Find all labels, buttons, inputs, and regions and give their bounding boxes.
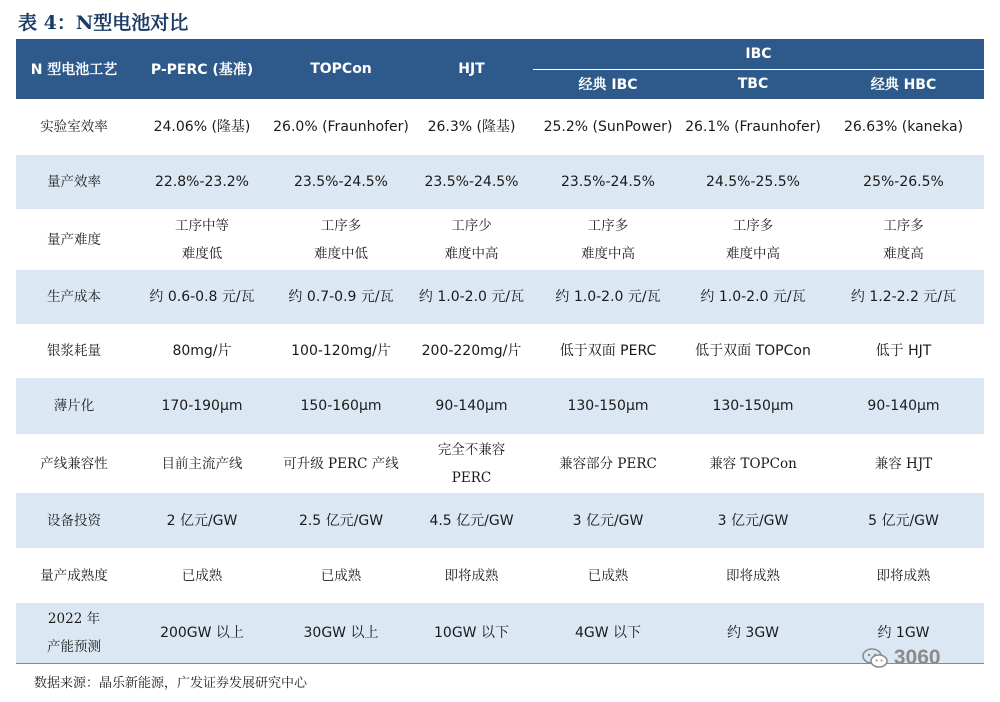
header-ibc-group: IBC — [533, 39, 984, 69]
cell-line: 产能预测 — [47, 638, 101, 655]
table-cell: 26.1% (Fraunhofer) — [683, 99, 823, 155]
cell-line: 工序多 — [883, 217, 924, 234]
wechat-icon — [862, 648, 888, 668]
table-cell: 低于双面 TOPCon — [683, 324, 823, 378]
table-cell: 25%-26.5% — [823, 155, 984, 209]
table-cell — [410, 209, 533, 270]
table-cell: 兼容部分 PERC — [533, 434, 683, 493]
cell-line: 工序多 — [320, 217, 362, 234]
table-cell: 2 亿元/GW — [132, 493, 272, 548]
table-row — [16, 324, 984, 378]
header-tbc: TBC — [683, 69, 823, 99]
table-cell: 90-140μm — [823, 378, 984, 434]
watermark — [862, 646, 941, 670]
cell-line: 难度中高 — [444, 245, 499, 262]
table-cell: 2.5 亿元/GW — [272, 493, 410, 548]
header-hjt: HJT — [410, 39, 533, 99]
table-row — [16, 155, 984, 209]
table-cell: 26.3% (隆基) — [410, 99, 533, 155]
table-row — [16, 493, 984, 548]
cell-line: 完全不兼容 — [437, 441, 506, 458]
source-note: 数据来源：晶乐新能源，广发证券发展研究中心 — [34, 676, 308, 691]
table-cell: 150-160μm — [272, 378, 410, 434]
table-cell: 26.63% (kaneka) — [823, 99, 984, 155]
cell-line: PERC — [451, 469, 492, 486]
cell-line: 难度低 — [181, 245, 223, 262]
table-cell: 170-190μm — [132, 378, 272, 434]
table-cell — [410, 434, 533, 493]
table-cell: 已成熟 — [132, 548, 272, 603]
table-cell: 约 1.0-2.0 元/瓦 — [683, 270, 823, 324]
table-row — [16, 434, 984, 493]
table-cell: 100-120mg/片 — [272, 324, 410, 378]
table-cell: 200GW 以上 — [132, 603, 272, 663]
cell-line: 工序多 — [587, 217, 629, 234]
header-classic-hbc: 经典 HBC — [823, 69, 984, 99]
table-cell: 24.5%-25.5% — [683, 155, 823, 209]
table-cell — [823, 209, 984, 270]
row-label: 量产效率 — [16, 155, 132, 209]
table-cell: 10GW 以下 — [410, 603, 533, 663]
table-cell: 25.2% (SunPower) — [533, 99, 683, 155]
table-cell: 约 1.2-2.2 元/瓦 — [823, 270, 984, 324]
table-cell: 5 亿元/GW — [823, 493, 984, 548]
cell-line: 工序少 — [451, 217, 492, 234]
table-cell: 已成熟 — [272, 548, 410, 603]
table-cell — [132, 209, 272, 270]
table-cell: 26.0% (Fraunhofer) — [272, 99, 410, 155]
table-cell — [533, 209, 683, 270]
table-row — [16, 99, 984, 155]
table-cell: 约 1GW — [823, 603, 984, 663]
table-cell: 约 0.7-0.9 元/瓦 — [272, 270, 410, 324]
cell-line: 难度中高 — [581, 245, 635, 262]
cell-line: 难度中高 — [726, 245, 780, 262]
table-cell: 即将成熟 — [823, 548, 984, 603]
row-label: 产线兼容性 — [16, 434, 132, 493]
row-label: 设备投资 — [16, 493, 132, 548]
cell-line: 难度高 — [883, 245, 924, 262]
table-cell: 兼容 HJT — [823, 434, 984, 493]
table-cell: 80mg/片 — [132, 324, 272, 378]
table-cell: 24.06% (隆基) — [132, 99, 272, 155]
table-cell: 即将成熟 — [683, 548, 823, 603]
table-cell: 4.5 亿元/GW — [410, 493, 533, 548]
table-cell: 3 亿元/GW — [533, 493, 683, 548]
table-row — [16, 209, 984, 270]
row-label: 生产成本 — [16, 270, 132, 324]
row-label: 薄片化 — [16, 378, 132, 434]
table-cell: 200-220mg/片 — [410, 324, 533, 378]
table-cell: 约 1.0-2.0 元/瓦 — [410, 270, 533, 324]
table-cell: 4GW 以下 — [533, 603, 683, 663]
row-label — [16, 603, 132, 663]
cell-line: 2022 年 — [47, 610, 101, 627]
table-cell: 130-150μm — [533, 378, 683, 434]
cell-line: 难度中低 — [314, 245, 368, 262]
table-cell: 23.5%-24.5% — [272, 155, 410, 209]
table-cell: 可升级 PERC 产线 — [272, 434, 410, 493]
header-perc: P-PERC (基准) — [132, 39, 272, 99]
table-cell: 低于双面 PERC — [533, 324, 683, 378]
row-label: 银浆耗量 — [16, 324, 132, 378]
table-cell: 23.5%-24.5% — [533, 155, 683, 209]
table-cell: 约 0.6-0.8 元/瓦 — [132, 270, 272, 324]
cell-line: 工序中等 — [175, 217, 229, 234]
table-row — [16, 270, 984, 324]
row-label: 量产难度 — [16, 209, 132, 270]
watermark-text: 3060 — [893, 646, 941, 669]
table-cell: 23.5%-24.5% — [410, 155, 533, 209]
table-cell: 兼容 TOPCon — [683, 434, 823, 493]
table-row — [16, 548, 984, 603]
header-classic-ibc: 经典 IBC — [533, 69, 683, 99]
table-cell: 90-140μm — [410, 378, 533, 434]
cell-line: 工序多 — [732, 217, 774, 234]
header-process: N 型电池工艺 — [16, 39, 132, 99]
row-label: 量产成熟度 — [16, 548, 132, 603]
table-cell: 3 亿元/GW — [683, 493, 823, 548]
table-row — [16, 378, 984, 434]
table-cell: 目前主流产线 — [132, 434, 272, 493]
table-cell: 已成熟 — [533, 548, 683, 603]
row-label: 实验室效率 — [16, 99, 132, 155]
table-cell: 约 3GW — [683, 603, 823, 663]
table-body — [16, 99, 984, 663]
table-cell — [272, 209, 410, 270]
table-cell: 低于 HJT — [823, 324, 984, 378]
comparison-table — [16, 39, 984, 664]
table-cell: 即将成熟 — [410, 548, 533, 603]
table-title: 表 4：N型电池对比 — [18, 12, 189, 34]
table-row — [16, 603, 984, 663]
table-cell: 130-150μm — [683, 378, 823, 434]
header-topcon: TOPCon — [272, 39, 410, 99]
table-cell: 22.8%-23.2% — [132, 155, 272, 209]
table-cell: 30GW 以上 — [272, 603, 410, 663]
table-cell: 约 1.0-2.0 元/瓦 — [533, 270, 683, 324]
table-cell — [683, 209, 823, 270]
